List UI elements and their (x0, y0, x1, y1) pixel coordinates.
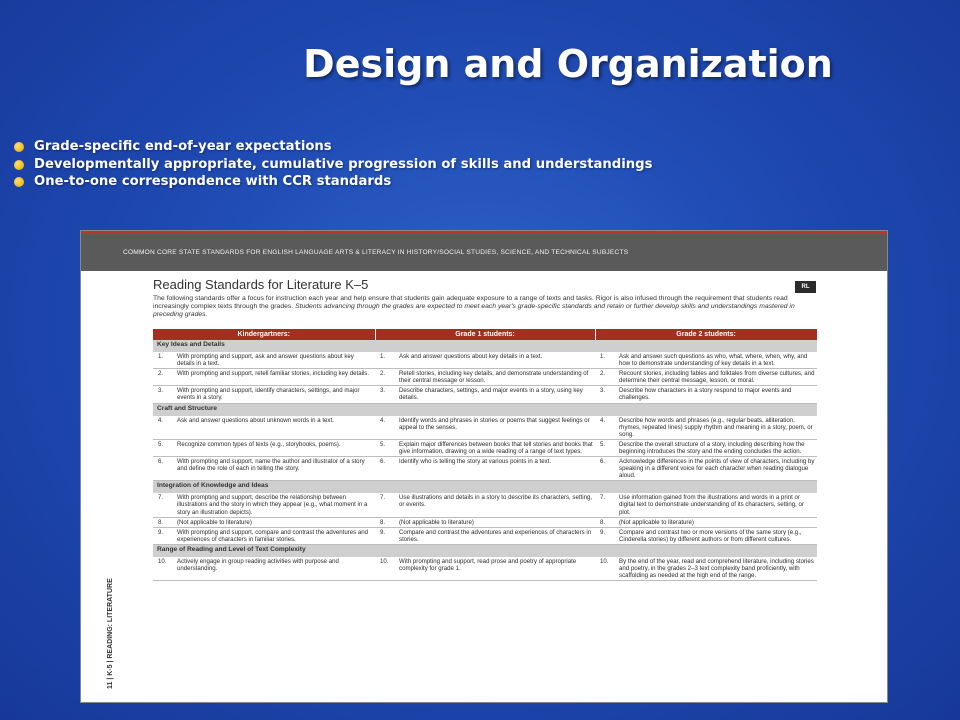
standard-text: Describe the overall structure of a story, including describing how the beginning introduces the story and the ending concludes the action. (617, 439, 817, 456)
standard-text: Compare and contrast two or more versions of the same story (e.g., Cinderella stories) by different authors or from different cultures. (617, 527, 817, 544)
standard-text: Ask and answer questions about unknown words in a text. (175, 416, 375, 440)
bullet-text: Developmentally appropriate, cumulative progression of skills and understandings (34, 156, 653, 172)
standard-number: 9. (595, 527, 617, 544)
section-header-row (153, 403, 817, 416)
standard-number: 7. (153, 493, 175, 517)
standard-number: 10. (375, 557, 397, 581)
document-banner-text: COMMON CORE STATE STANDARDS FOR ENGLISH LANGUAGE ARTS & LITERACY IN HISTORY/SOCIAL STUDIES, SCIENCE, AND TECHNICAL SUBJECTS (123, 249, 629, 256)
standard-text: Describe how characters in a story respond to major events and challenges. (617, 386, 817, 403)
standard-number: 4. (595, 416, 617, 440)
document-side-label (107, 569, 121, 689)
standards-table-body (153, 340, 817, 581)
standard-text: By the end of the year, read and comprehend literature, including stories and poetry, in the grades 2–3 text complexity band proficiently, with scaffolding as needed at the high end of the range. (617, 557, 817, 581)
standard-number: 10. (153, 557, 175, 581)
document-heading: Reading Standards for Literature K–5 (153, 277, 369, 292)
column-header: Grade 1 students: (375, 329, 595, 340)
standard-number: 8. (153, 517, 175, 527)
standard-text: (Not applicable to literature) (397, 517, 595, 527)
table-row (153, 527, 817, 544)
standard-text: With prompting and support, compare and contrast the adventures and experiences of characters in familiar stories. (175, 527, 375, 544)
standard-number: 5. (595, 439, 617, 456)
standard-text: With prompting and support, read prose and poetry of appropriate complexity for grade 1. (397, 557, 595, 581)
table-header-row (153, 329, 817, 340)
standard-text: Retell stories, including key details, and demonstrate understanding of their central message or lesson. (397, 369, 595, 386)
standard-number: 2. (153, 369, 175, 386)
standard-text: Actively engage in group reading activities with purpose and understanding. (175, 557, 375, 581)
standard-text: (Not applicable to literature) (175, 517, 375, 527)
standard-number: 1. (375, 352, 397, 369)
standard-number: 7. (375, 493, 397, 517)
standard-number: 3. (153, 386, 175, 403)
standards-document-image (81, 231, 887, 702)
table-row (153, 369, 817, 386)
intro-plain-text: The following standards offer a focus for instruction each year and help ensure that students gain adequate exposure to a range of texts and tasks. Rigor is also infused through the requirement that students read increasingly complex texts through the grades. (153, 295, 788, 311)
standard-text: Acknowledge differences in the points of view of characters, including by speaking in a different voice for each character when reading dialogue aloud. (617, 457, 817, 481)
standard-number: 9. (375, 527, 397, 544)
standard-number: 4. (375, 416, 397, 440)
section-header-row (153, 481, 817, 494)
document-intro (153, 295, 817, 319)
bullet-dot-icon (14, 160, 24, 170)
document-badge: RL (795, 281, 816, 293)
standard-number: 5. (153, 439, 175, 456)
standard-text: Recognize common types of texts (e.g., storybooks, poems). (175, 439, 375, 456)
standard-number: 7. (595, 493, 617, 517)
standard-text: Explain major differences between books that tell stories and books that give information, drawing on a wide reading of a range of text types. (397, 439, 595, 456)
intro-italic-text: Students advancing through the grades are expected to meet each year's grade-specific standards and retain or further develop skills and understandings mastered in preceding grades. (153, 303, 795, 319)
standards-table (153, 329, 818, 581)
standard-number: 5. (375, 439, 397, 456)
table-row (153, 386, 817, 403)
table-row (153, 457, 817, 481)
standard-text: Compare and contrast the adventures and experiences of characters in stories. (397, 527, 595, 544)
table-row (153, 557, 817, 581)
table-row (153, 517, 817, 527)
standard-text: With prompting and support, describe the relationship between illustrations and the story in which they appear (e.g., what moment in a story an illustration depicts). (175, 493, 375, 517)
standard-text: Identify words and phrases in stories or poems that suggest feelings or appeal to the senses. (397, 416, 595, 440)
standard-text: (Not applicable to literature) (617, 517, 817, 527)
standard-number: 1. (153, 352, 175, 369)
slide-title: Design and Organization (303, 42, 833, 86)
bullet-text: Grade-specific end-of-year expectations (34, 139, 332, 154)
table-row (153, 416, 817, 440)
table-row (153, 352, 817, 369)
column-header: Grade 2 students: (595, 329, 817, 340)
standard-text: Ask and answer such questions as who, what, where, when, why, and how to demonstrate understanding of key details in a text. (617, 352, 817, 369)
section-header-row (153, 340, 817, 352)
section-title: Key Ideas and Details (153, 340, 817, 352)
standard-number: 3. (595, 386, 617, 403)
standard-number: 6. (595, 457, 617, 481)
standard-number: 8. (595, 517, 617, 527)
standard-number: 3. (375, 386, 397, 403)
document-banner (81, 231, 887, 271)
standard-text: Ask and answer questions about key details in a text. (397, 352, 595, 369)
standard-number: 6. (153, 457, 175, 481)
bullet-item (14, 156, 652, 174)
section-title: Range of Reading and Level of Text Complexity (153, 544, 817, 557)
standard-text: With prompting and support, retell familiar stories, including key details. (175, 369, 375, 386)
column-header: Kindergartners: (153, 329, 375, 340)
table-row (153, 493, 817, 517)
standard-number: 10. (595, 557, 617, 581)
standard-text: Describe how words and phrases (e.g., regular beats, alliteration, rhymes, repeated lines) supply rhythm and meaning in a story, poem, or song. (617, 416, 817, 440)
standard-number: 2. (595, 369, 617, 386)
standard-number: 6. (375, 457, 397, 481)
standard-text: With prompting and support, identify characters, settings, and major events in a story. (175, 386, 375, 403)
standard-text: Use information gained from the illustrations and words in a print or digital text to demonstrate understanding of its characters, setting, or plot. (617, 493, 817, 517)
standard-text: Recount stories, including fables and folktales from diverse cultures, and determine their central message, lesson, or moral. (617, 369, 817, 386)
bullet-item (14, 173, 652, 191)
standard-number: 9. (153, 527, 175, 544)
standard-number: 8. (375, 517, 397, 527)
side-label-text: 11 | K-5 | READING: LITERATURE (107, 578, 114, 689)
standard-number: 2. (375, 369, 397, 386)
bullet-list (14, 138, 652, 191)
standard-text: Identify who is telling the story at various points in a text. (397, 457, 595, 481)
bullet-dot-icon (14, 142, 24, 152)
standard-text: With prompting and support, name the author and illustrator of a story and define the role of each in telling the story. (175, 457, 375, 481)
bullet-text: One-to-one correspondence with CCR standards (34, 174, 392, 189)
section-header-row (153, 544, 817, 557)
standard-text: With prompting and support, ask and answer questions about key details in a text. (175, 352, 375, 369)
standard-text: Use illustrations and details in a story to describe its characters, setting, or events. (397, 493, 595, 517)
section-title: Integration of Knowledge and Ideas (153, 481, 817, 494)
standard-text: Describe characters, settings, and major events in a story, using key details. (397, 386, 595, 403)
section-title: Craft and Structure (153, 403, 817, 416)
standard-number: 1. (595, 352, 617, 369)
bullet-item (14, 138, 652, 156)
standard-number: 4. (153, 416, 175, 440)
table-row (153, 439, 817, 456)
bullet-dot-icon (14, 177, 24, 187)
